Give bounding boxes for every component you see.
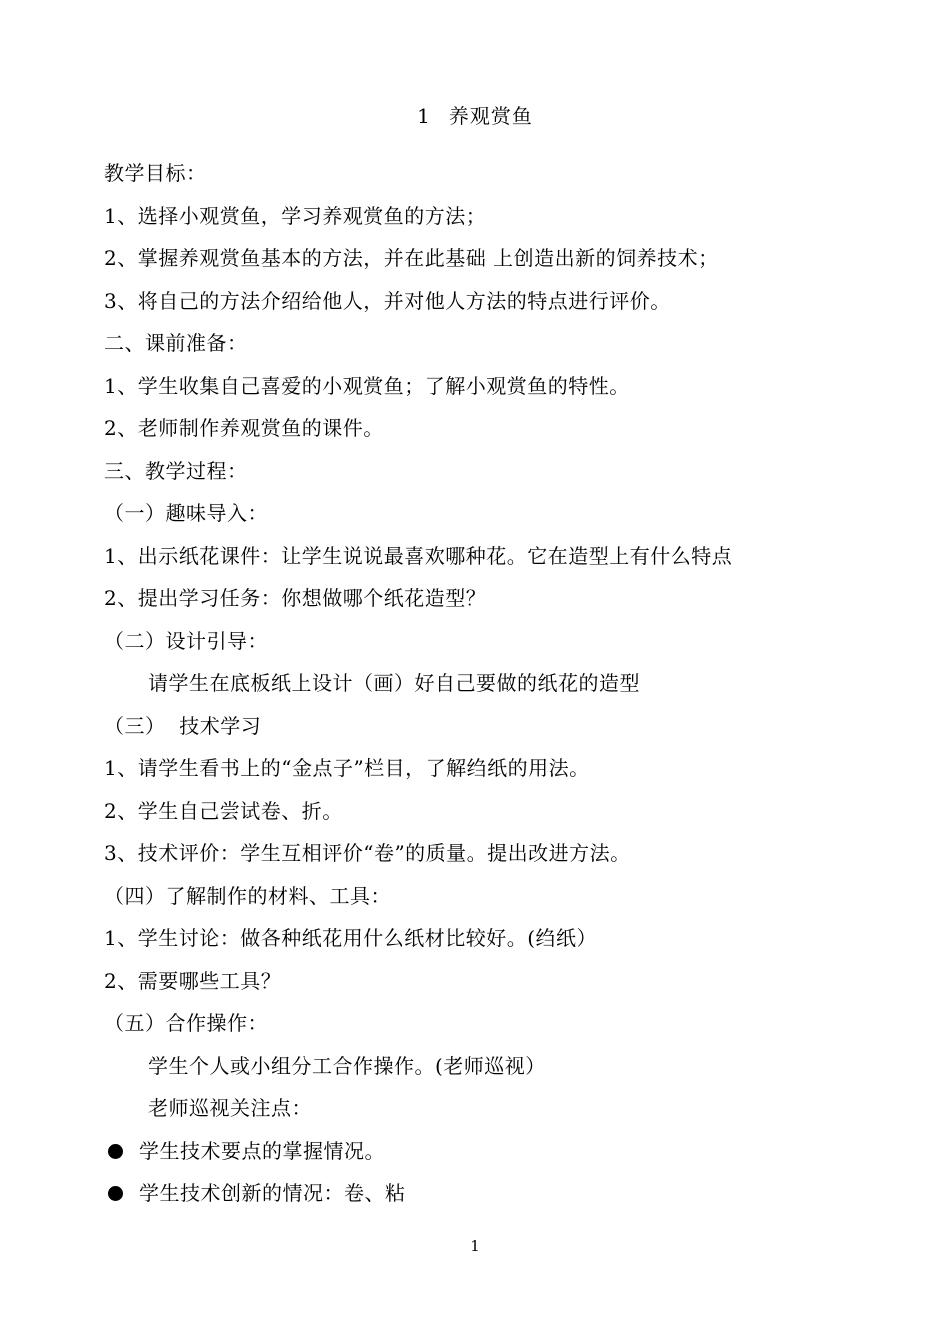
title-number: 1 [417,104,431,128]
bullet-item [104,1135,864,1178]
process-item: 1、请学生看书上的“金点子”栏目，了解绉纸的用法。 [104,756,590,780]
process-item: 3、技术评价：学生互相评价“卷”的质量。提出改进方法。 [104,841,631,865]
section-heading-preparation: 二、课前准备： [104,331,248,355]
section-heading-process: 三、教学过程： [104,458,248,483]
process-paragraph: 请学生在底板纸上设计（画）好自己要做的纸花的造型 [148,671,640,695]
bullet-dot-icon [108,1186,123,1201]
page-number: 1 [470,1237,480,1255]
bullet-text: 学生技术要点的掌握情况。 [139,1138,385,1163]
process-item: 2、提出学习任务：你想做哪个纸花造型？ [104,586,487,610]
subsection-heading: （三） 技术学习 [104,713,262,738]
subsection-heading: （五）合作操作： [104,1011,268,1035]
process-item: 1、出示纸花课件：让学生说说最喜欢哪种花。它在造型上有什么特点 [104,543,733,568]
process-paragraph: 学生个人或小组分工合作操作。(老师巡视） [148,1053,546,1078]
subsection-heading: （二）设计引导： [104,628,268,653]
bullet-dot-icon [108,1144,123,1159]
bullet-text: 学生技术创新的情况：卷、粘 [139,1181,406,1205]
process-item: 2、学生自己尝试卷、折。 [104,798,343,823]
document-body [104,157,864,1220]
preparation-item: 2、老师制作养观赏鱼的课件。 [104,416,384,440]
subsection-heading: （四）了解制作的材料、工具： [104,883,391,908]
title-text: 养观赏鱼 [448,104,533,128]
subsection-heading: （一）趣味导入： [104,501,268,525]
document-title [0,101,950,131]
process-item: 1、学生讨论：做各种纸花用什么纸材比较好。(绉纸） [104,926,598,950]
objective-item: 3、将自己的方法介绍给他人，并对他人方法的特点进行评价。 [104,288,671,313]
process-item: 2、需要哪些工具？ [104,968,282,993]
preparation-item: 1、学生收集自己喜爱的小观赏鱼；了解小观赏鱼的特性。 [104,373,630,398]
bullet-item [104,1177,864,1220]
section-heading-objectives: 教学目标： [104,161,207,185]
objective-item: 1、选择小观赏鱼，学习养观赏鱼的方法； [104,203,487,228]
objective-item: 2、掌握养观赏鱼基本的方法，并在此基础 上创造出新的饲养技术； [104,246,719,270]
process-paragraph: 老师巡视关注点： [148,1096,312,1120]
